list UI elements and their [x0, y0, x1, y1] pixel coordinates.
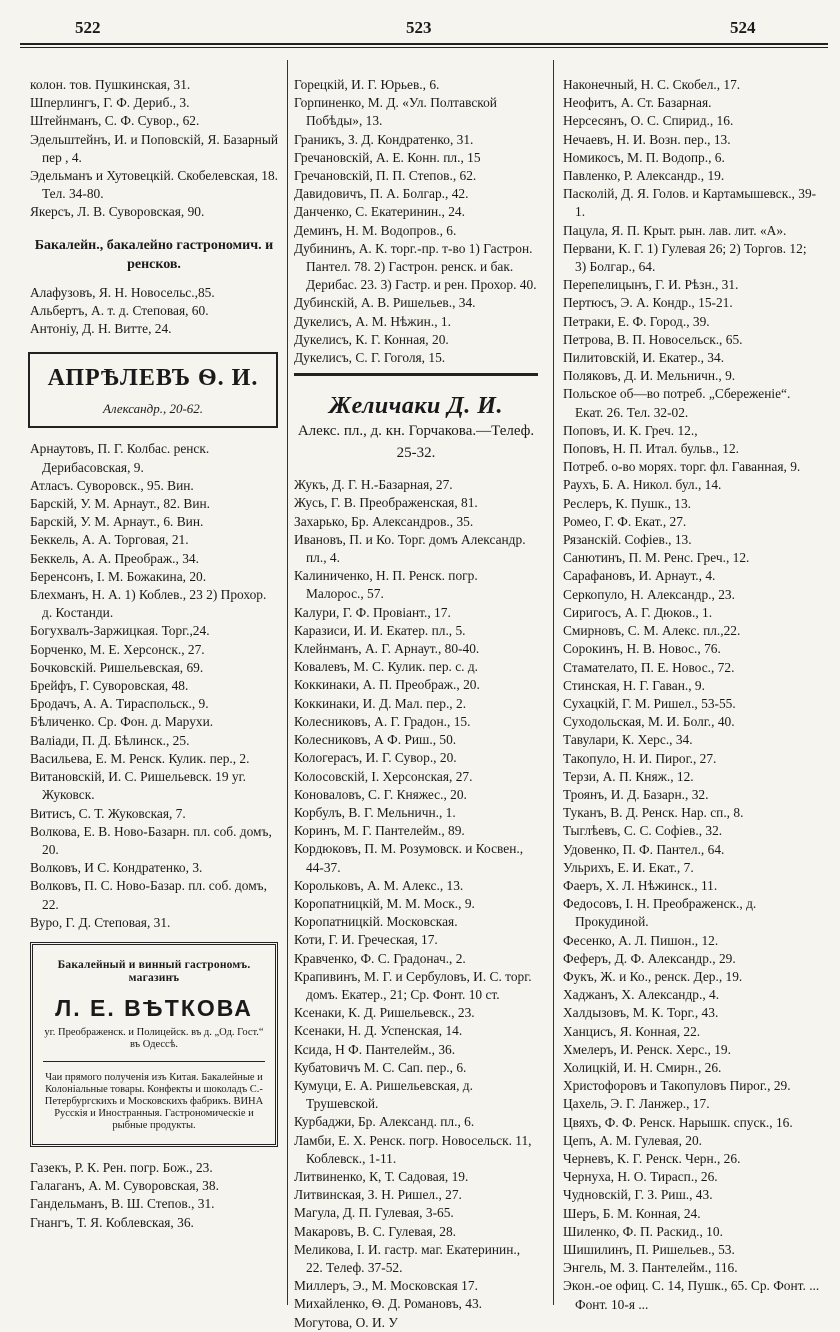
- directory-entry: Якерсъ, Л. В. Суворовская, 90.: [30, 204, 205, 220]
- directory-entry: Тавулари, К. Херс., 34.: [563, 732, 693, 748]
- directory-entry: Пилитовскій, И. Екатер., 34.: [563, 350, 725, 366]
- directory-entry: Раухъ, Б. А. Никол. бул., 14.: [563, 477, 722, 493]
- directory-entry: Граникъ, З. Д. Кондратенко, 31.: [294, 131, 474, 147]
- directory-entry: Поповъ, Н. П. Итал. бульв., 12.: [563, 441, 739, 457]
- directory-entry: Тыглѣевъ, С. С. Софіев., 32.: [563, 823, 723, 839]
- directory-entry: Перепелицынъ, Г. И. Рѣзн., 31.: [563, 277, 739, 293]
- directory-entry: Федосовъ, І. Н. Преображенск., д. Прокудиной.: [563, 896, 757, 930]
- directory-entry: Фукъ, Ж. и Ко., ренск. Дер., 19.: [563, 968, 743, 984]
- directory-entry: Поповъ, И. К. Греч. 12.,: [563, 422, 698, 438]
- advert-name: Желичаки Д. И.: [329, 393, 503, 420]
- directory-entry: Жусь, Г. В. Преображенская, 81.: [294, 495, 478, 511]
- advert-goods: Чаи прямого полученія изъ Китая. Бакалейные и Колоніальные товары. Конфекты и шоколадъ С.-Петербургскихъ и Московскихъ фабрикъ. ВИНА Русскія и Иностранныя. Гастрономическіе и рыбные продукты.: [44, 1071, 264, 1131]
- directory-entry: Захарько, Бр. Александров., 35.: [294, 513, 474, 529]
- directory-entry: Гречановскій, П. П. Степов., 62.: [294, 168, 477, 184]
- directory-entry: Павленко, Р. Александр., 19.: [563, 168, 725, 184]
- directory-entry: Алафузовъ, Я. Н. Новосельс.,85.: [30, 284, 215, 300]
- directory-entry: Макаровъ, В. С. Гулевая, 28.: [294, 1223, 456, 1239]
- directory-entry: Шперлингъ, Г. Ф. Дериб., 3.: [30, 95, 190, 111]
- directory-entry: Эдельштейнъ, И. и Поповскій, Я. Базарный пер , 4.: [30, 131, 279, 165]
- directory-entry: Барскій, У. М. Арнаут., 6. Вин.: [30, 514, 204, 530]
- entry-list: [563, 76, 821, 1314]
- directory-entry: Бѣличенко. Ср. Фон. д. Марухи.: [30, 714, 214, 730]
- advert-address: Алекс. пл., д. кн. Горчакова.—Телеф. 25-32.: [297, 423, 535, 462]
- directory-entry: Коккинаки, И. Д. Мал. пер., 2.: [294, 695, 467, 711]
- advert-name: Л. Е. ВѢТКОВА: [55, 994, 253, 1021]
- directory-entry: Горпиненко, М. Д. «Ул. Полтавской Побѣды», 13.: [294, 95, 497, 129]
- column-divider: [287, 60, 288, 1305]
- directory-entry: Терзи, А. П. Княж., 12.: [563, 768, 694, 784]
- directory-entry: Кордюковъ, П. М. Розумовск. и Косвен., 44-37.: [294, 841, 524, 875]
- directory-entry: Наконечный, Н. С. Скобел., 17.: [563, 77, 741, 92]
- entry-list: [30, 284, 278, 339]
- directory-entry: Коринъ, М. Г. Пантелейм., 89.: [294, 823, 465, 839]
- directory-entry: Сухацкій, Г. М. Ришел., 53-55.: [563, 695, 736, 711]
- directory-entry: Шиленко, Ф. П. Раскид., 10.: [563, 1223, 723, 1239]
- page-number-center: 523: [406, 18, 432, 37]
- directory-entry: Данченко, С. Екатеринин., 24.: [294, 204, 465, 220]
- directory-entry: Санютинъ, П. М. Ренс. Греч., 12.: [563, 550, 750, 566]
- directory-entry: Пасколій, Д. Я. Голов. и Картамышевск., 39-1.: [563, 186, 817, 220]
- directory-entry: Петрова, В. П. Новосельск., 65.: [563, 331, 743, 347]
- directory-entry: Давидовичъ, П. А. Болгар., 42.: [294, 186, 469, 202]
- column-left: [30, 76, 278, 1232]
- directory-entry: Цепъ, А. М. Гулевая, 20.: [563, 1132, 703, 1148]
- entry-list: [294, 476, 538, 1332]
- directory-entry: Литвинская, З. Н. Ришел., 27.: [294, 1187, 462, 1203]
- directory-entry: Петраки, Е. Ф. Город., 39.: [563, 313, 710, 329]
- directory-entry: Колесниковъ, А. Г. Градон., 15.: [294, 713, 471, 729]
- directory-entry: Крапивинъ, М. Г. и Сербуловъ, И. С. торг. домъ. Екатер., 21; Ср. Фонт. 10 ст.: [294, 968, 532, 1002]
- directory-entry: Ксида, Н Ф. Пантелейм., 36.: [294, 1041, 456, 1057]
- directory-entry: Шишилинъ, П. Ришельев., 53.: [563, 1242, 735, 1257]
- directory-entry: Миллеръ, Э., М. Московская 17.: [294, 1278, 478, 1294]
- directory-entry: Стинская, Н. Г. Гаван., 9.: [563, 677, 705, 693]
- directory-entry: Могутова, О. И. У: [294, 1314, 398, 1330]
- directory-entry: Черневъ, К. Г. Ренск. Черн., 26.: [563, 1150, 741, 1166]
- directory-entry: Чудновскій, Г. З. Риш., 43.: [563, 1187, 713, 1203]
- directory-entry: Цвяхъ, Ф. Ф. Ренск. Нарышк. спуск., 16.: [563, 1114, 793, 1130]
- directory-entry: Штейнманъ, С. Ф. Сувор., 62.: [30, 113, 200, 129]
- directory-entry: Калиниченко, Н. П. Ренск. погр. Малорос., 57.: [294, 568, 478, 602]
- directory-entry: Дукелисъ, С. Г. Гоголя, 15.: [294, 350, 446, 366]
- directory-entry: Суходольская, М. И. Болг., 40.: [563, 714, 735, 730]
- directory-entry: Галаганъ, А. М. Суворовская, 38.: [30, 1178, 219, 1194]
- directory-entry: Шеръ, Б. М. Конная, 24.: [563, 1205, 701, 1221]
- directory-entry: Ханцисъ, Я. Конная, 22.: [563, 1023, 701, 1039]
- directory-entry: Энгель, М. З. Пантелейм., 116.: [563, 1260, 738, 1276]
- directory-entry: Пацула, Я. П. Крыт. рын. лав. лит. «А».: [563, 222, 787, 238]
- directory-entry: Первани, К. Г. 1) Гулевая 26; 2) Торгов. 12; 3) Болгар., 64.: [563, 240, 807, 275]
- directory-entry: Экон.-ое офиц. С. 14, Пушк., 65. Ср. Фонт. ... Фонт. 10-я ...: [563, 1278, 820, 1312]
- directory-entry: Дукелисъ, К. Г. Конная, 20.: [294, 331, 449, 347]
- directory-entry: Борченко, М. Е. Херсонск., 27.: [30, 641, 205, 657]
- divider: [294, 373, 538, 376]
- directory-entry: Волковъ, П. С. Ново-Базар. пл. соб. домъ, 22.: [30, 878, 267, 912]
- directory-entry: Сорокинъ, Н. В. Новос., 76.: [563, 641, 721, 657]
- directory-entry: Чернуха, Н. О. Тирасп., 26.: [563, 1169, 718, 1185]
- directory-entry: Курбаджи, Бр. Александ. пл., 6.: [294, 1114, 475, 1130]
- column-middle: [294, 76, 538, 1332]
- directory-entry: Брейфъ, Г. Суворовская, 48.: [30, 678, 189, 694]
- directory-entry: Дукелисъ, А. М. Нѣжин., 1.: [294, 313, 451, 329]
- directory-entry: Христофоровъ и Такопуловъ Пирог., 29.: [563, 1078, 791, 1094]
- entry-list: [30, 440, 278, 931]
- directory-entry: Валіади, П. Д. Бѣлинск., 25.: [30, 732, 190, 748]
- directory-entry: Блехманъ, Н. А. 1) Коблев., 23 2) Прохор. д. Костанди.: [30, 587, 267, 621]
- directory-entry: Ромео, Г. Ф. Екат., 27.: [563, 513, 687, 529]
- directory-entry: Цахель, Э. Г. Ланжер., 17.: [563, 1096, 710, 1112]
- advert-box-zhelichaki: [294, 373, 538, 464]
- directory-entry: Реслеръ, К. Пушк., 13.: [563, 495, 692, 511]
- directory-entry: Беккель, А. А. Преображ., 34.: [30, 550, 199, 566]
- directory-entry: Нечаевъ, Н. И. Возн. пер., 13.: [563, 131, 731, 147]
- advert-name: АПРѢЛЕВЪ Ѳ. И.: [47, 365, 259, 392]
- directory-entry: Антоніу, Д. Н. Витте, 24.: [30, 321, 172, 337]
- directory-entry: Троянъ, И. Д. Базарн., 32.: [563, 786, 709, 802]
- directory-entry: Горецкій, И. Г. Юрьев., 6.: [294, 77, 440, 92]
- directory-entry: Гнангъ, Т. Я. Коблевская, 36.: [30, 1214, 194, 1230]
- directory-entry: Хмелеръ, И. Ренск. Херс., 19.: [563, 1041, 731, 1057]
- directory-entry: Ковалевъ, М. С. Кулик. пер. с. д.: [294, 659, 479, 675]
- directory-entry: Корбулъ, В. Г. Мельничн., 1.: [294, 804, 456, 820]
- directory-entry: Стамателато, П. Е. Новос., 72.: [563, 659, 735, 675]
- advert-box-vetkova: [30, 942, 278, 1147]
- divider: [43, 1061, 265, 1062]
- directory-entry: Кологерасъ, И. Г. Сувор., 20.: [294, 750, 457, 766]
- directory-entry: Беренсонъ, І. М. Божакина, 20.: [30, 568, 207, 584]
- page-header: [0, 18, 840, 42]
- directory-entry: Гречановскій, А. Е. Конн. пл., 15: [294, 149, 481, 165]
- directory-entry: Кумуци, Е. А. Ришельевская, д. Трушевской.: [294, 1077, 473, 1112]
- directory-entry: Фаеръ, Х. Л. Нѣжинск., 11.: [563, 877, 718, 893]
- directory-entry: Михайленко, Ѳ. Д. Романовъ, 43.: [294, 1296, 482, 1312]
- directory-entry: Рязанскій. Софіев., 13.: [563, 532, 692, 548]
- directory-entry: Номикосъ, М. П. Водопр., 6.: [563, 149, 725, 165]
- directory-entry: Альбертъ, А. т. д. Степовая, 60.: [30, 302, 209, 318]
- directory-entry: Калури, Г. Ф. Провіант., 17.: [294, 604, 451, 620]
- directory-entry: Корольковъ, А. М. Алекс., 13.: [294, 877, 464, 893]
- directory-entry: Сарафановъ, И. Арнаут., 4.: [563, 568, 716, 584]
- directory-entry: Васильева, Е. М. Ренск. Кулик. пер., 2.: [30, 750, 250, 766]
- directory-entry: Меликова, І. И. гастр. маг. Екатеринин., 22. Телеф. 37-52.: [294, 1241, 521, 1275]
- header-rule: [20, 43, 828, 48]
- column-divider: [553, 60, 554, 1305]
- directory-entry: Эдельманъ и Хутовецкій. Скобелевская, 18. Тел. 34-80.: [30, 168, 279, 202]
- directory-entry: Беккель, А. А. Торговая, 21.: [30, 532, 189, 548]
- directory-entry: Витисъ, С. Т. Жуковская, 7.: [30, 805, 186, 821]
- advert-box-aprelev: [28, 352, 278, 428]
- directory-entry: Коропатницкій, М. М. Моск., 9.: [294, 895, 475, 911]
- directory-entry: Халдызовъ, М. К. Торг., 43.: [563, 1005, 719, 1021]
- directory-entry: Ламби, Е. Х. Ренск. погр. Новосельск. 11, Коблевск., 1-11.: [294, 1132, 532, 1166]
- directory-entry: Бочковскій. Ришельевская, 69.: [30, 659, 204, 675]
- directory-entry: Колосовскій, І. Херсонская, 27.: [294, 768, 473, 784]
- advert-line: магазинъ: [128, 971, 180, 984]
- directory-entry: Кравченко, Ф. С. Градонач., 2.: [294, 950, 466, 966]
- advert-address: Александр., 20-62.: [102, 401, 204, 417]
- directory-entry: Ксенаки, Н. Д. Успенская, 14.: [294, 1023, 463, 1039]
- directory-entry: Пертюсъ, Э. А. Кондр., 15-21.: [563, 295, 733, 311]
- directory-entry: Кубатовичъ М. С. Сап. пер., 6.: [294, 1059, 467, 1075]
- directory-entry: Жукъ, Д. Г. Н.-Базарная, 27.: [294, 477, 453, 493]
- directory-entry: Литвиненко, К, Т. Садовая, 19.: [294, 1168, 469, 1184]
- directory-entry: Волковъ, И С. Кондратенко, 3.: [30, 860, 203, 876]
- directory-entry: Коропатницкій. Московская.: [294, 914, 458, 930]
- directory-entry: Дубинскій, А. В. Ришельев., 34.: [294, 295, 476, 311]
- directory-entry: Атласъ. Суворовск., 95. Вин.: [30, 477, 194, 493]
- directory-entry: Коккинаки, А. П. Преображ., 20.: [294, 677, 480, 693]
- section-title: Бакалейн., бакалейно гастрономич. и ренсков.: [34, 237, 274, 272]
- directory-entry: Польское об—во потреб. „Сбереженіе“. Екат. 26. Тел. 32-02.: [563, 386, 791, 420]
- directory-entry: Клейнманъ, А. Г. Арнаут., 80-40.: [294, 641, 480, 657]
- directory-entry: Ивановъ, П. и Ко. Торг. домъ Александр. пл., 4.: [294, 531, 526, 566]
- entry-list: [294, 76, 538, 367]
- directory-entry: Фесенко, А. Л. Пишон., 12.: [563, 932, 719, 948]
- directory-entry: Богухвалъ-Заржицкая. Торг.,24.: [30, 623, 210, 639]
- directory-entry: Каразиси, И. И. Екатер. пл., 5.: [294, 622, 466, 638]
- directory-entry: Хаджанъ, Х. Александр., 4.: [563, 987, 720, 1003]
- page-number-right: 524: [730, 18, 756, 37]
- directory-entry: Холицкій, И. Н. Смирн., 26.: [563, 1059, 722, 1075]
- directory-entry: Нерсесянъ, О. С. Спирид., 16.: [563, 113, 734, 129]
- directory-entry: Коноваловъ, С. Г. Княжес., 20.: [294, 786, 467, 802]
- directory-entry: Поляковъ, Д. И. Мельничн., 9.: [563, 368, 736, 384]
- directory-entry: Удовенко, П. Ф. Пантел., 64.: [563, 841, 725, 857]
- directory-entry: Феферъ, Д. Ф. Александр., 29.: [563, 950, 736, 966]
- directory-entry: Потреб. о-во морях. торг. фл. Гаванная, 9.: [563, 459, 801, 475]
- directory-entry: Сиригосъ, А. Г. Дюков., 1.: [563, 604, 713, 620]
- entry-list: [30, 1159, 278, 1232]
- directory-entry: Газекъ, Р. К. Рен. погр. Бож., 23.: [30, 1159, 213, 1175]
- directory-entry: Барскій, У. М. Арнаут., 82. Вин.: [30, 496, 211, 512]
- directory-entry: Туканъ, В. Д. Ренск. Нар. сп., 8.: [563, 805, 744, 821]
- directory-entry: Гандельманъ, В. Ш. Степов., 31.: [30, 1196, 215, 1212]
- page-number-left: 522: [75, 18, 101, 37]
- directory-entry: Магула, Д. П. Гулевая, 3-65.: [294, 1205, 454, 1221]
- directory-entry: Смирновъ, С. М. Алекс. пл.,22.: [563, 623, 741, 639]
- directory-entry: Волкова, Е. В. Ново-Базарн. пл. соб. домъ, 20.: [30, 823, 272, 857]
- directory-entry: Колесниковъ, А Ф. Риш., 50.: [294, 732, 457, 748]
- directory-entry: Ульрихъ, Е. И. Екат., 7.: [563, 859, 694, 875]
- directory-entry: колон. тов. Пушкинская, 31.: [30, 77, 191, 92]
- directory-entry: Арнаутовъ, П. Г. Колбас. ренск. Дерибасовская, 9.: [30, 441, 210, 475]
- advert-line: Бакалейный и винный гастрономъ.: [57, 958, 251, 971]
- directory-entry: Ксенаки, К. Д. Ришельевск., 23.: [294, 1005, 475, 1021]
- directory-entry: Вуро, Г. Д. Степовая, 31.: [30, 914, 171, 930]
- advert-address: уг. Преображенск. и Полицейск. въ д. „Од. Гост.“ въ Одессѣ.: [44, 1026, 264, 1050]
- directory-entry: Неофитъ, А. Ст. Базарная.: [563, 95, 712, 111]
- directory-entry: Дубининъ, А. К. торг.-пр. т-во 1) Гастрон. Пантел. 78. 2) Гастрон. ренск. и бак. Дерибас. 23. 3) Гастр. и рен. Прохор. 40.: [294, 240, 537, 293]
- entry-list: [30, 76, 278, 222]
- directory-entry: Серкопуло, Н. Александр., 23.: [563, 586, 735, 602]
- directory-entry: Такопуло, Н. И. Пирог., 27.: [563, 750, 717, 766]
- directory-entry: Бродачъ, А. А. Тираспольск., 9.: [30, 696, 209, 712]
- directory-entry: Деминъ, Н. М. Водопров., 6.: [294, 222, 457, 238]
- column-right: [563, 76, 821, 1314]
- directory-entry: Витановскій, И. С. Ришельевск. 19 уг. Жуковск.: [30, 769, 246, 803]
- directory-entry: Коти, Г. И. Греческая, 17.: [294, 932, 438, 948]
